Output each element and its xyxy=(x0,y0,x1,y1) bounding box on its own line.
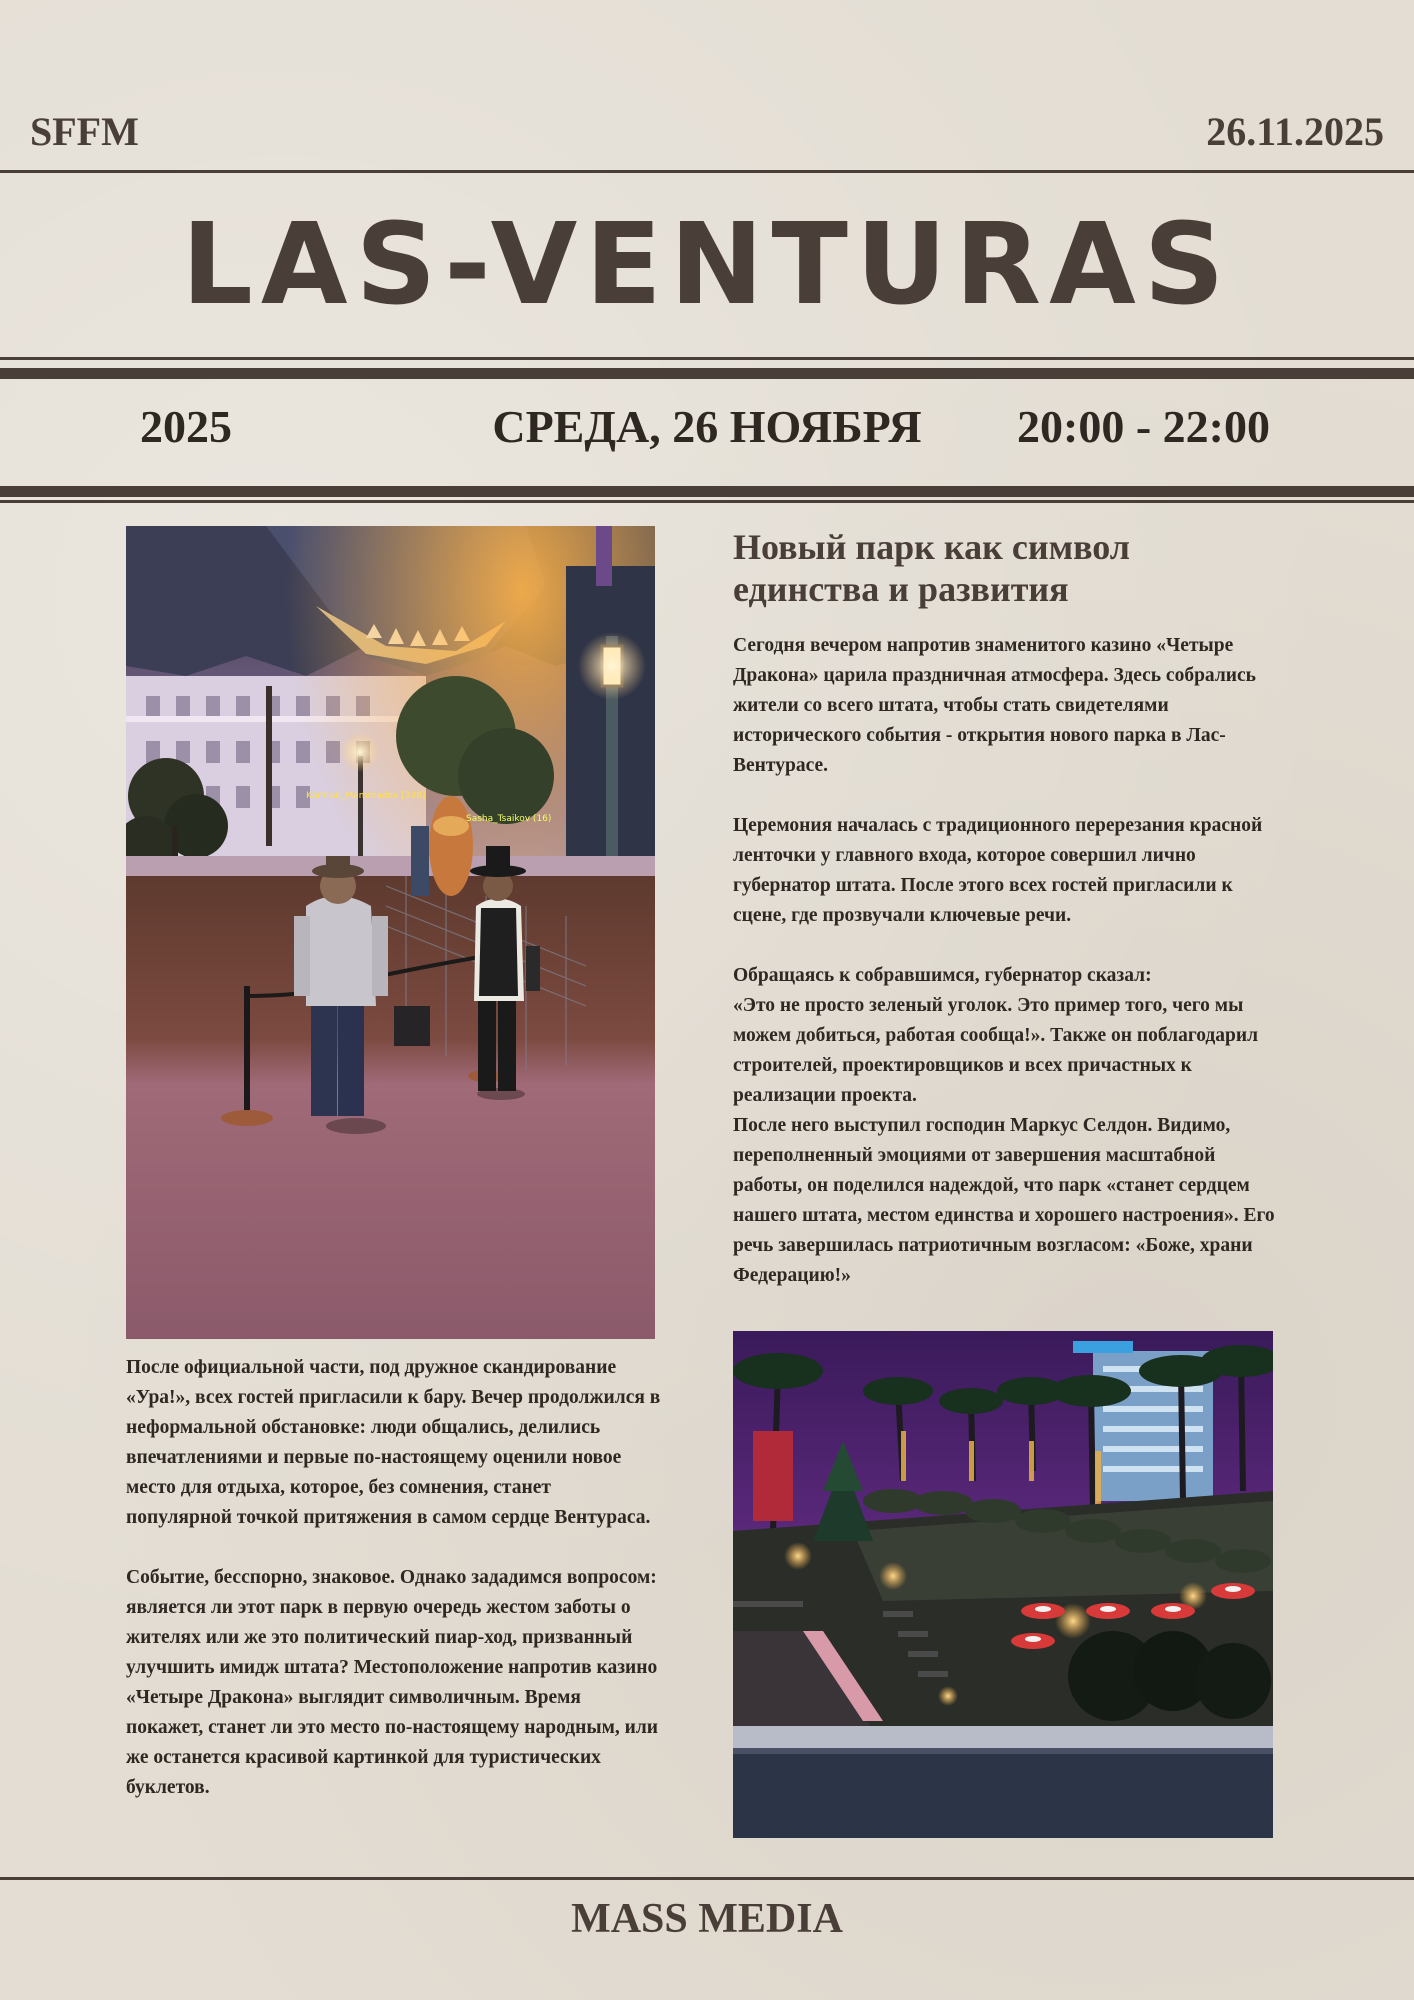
article-paragraph: После него выступил господин Маркус Селдон. Видимо, переполненный эмоциями от завершения масштабной работы, он поделился надеждой, что парк «станет сердцем нашего штата, местом единства и хорошего настроения». Его речь завершилась патриотичным возгласом: «Боже, храни Федерацию!» xyxy=(733,1115,1275,1286)
footer-label: MASS MEDIA xyxy=(571,1896,843,1942)
masthead-title: LAS-VENTURAS xyxy=(181,200,1233,330)
article-paragraph: После официальной части, под дружное скандирование «Ура!», всех гостей пригласили к бару. Вечер продолжился в неформальной обстановке: люди общались, делились впечатлениями и первые по-настоящему оценили новое место для отдыха, которое, без сомнения, станет популярной точкой притяжения в самом сердце Вентураса. xyxy=(126,1357,661,1528)
photo-nametag-2: Sasha_Tsaikov (16) xyxy=(466,814,552,824)
dateline-day: СРЕДА, 26 НОЯБРЯ xyxy=(492,401,922,452)
article-paragraph: Событие, бесспорно, знаковое. Однако зададимся вопросом: является ли этот парк в первую очередь жестом заботы о жителях или же это политический пиар-ход, призванный улучшить имидж штата? Местоположение напротив казино «Четыре Дракона» выглядит символичным. Время покажет, станет ли это место по-настоящему народным, или же останется красивой картинкой для туристических буклетов. xyxy=(126,1567,659,1798)
photo-nametag-1: Kamran_Mammadov [338] xyxy=(306,791,426,801)
article-quote: «Это не просто зеленый уголок. Это пример того, чего мы можем добиться, работая сообща!». Также он поблагодарил строителей, проектировщиков и всех причастных к реализации проекта. xyxy=(733,995,1259,1106)
article-left-column xyxy=(126,1353,661,1803)
publisher-label: SFFM xyxy=(30,109,139,154)
article-paragraph: Сегодня вечером напротив знаменитого казино «Четыре Дракона» царила праздничная атмосфера. Здесь собрались жители со всего штата, чтобы стать свидетелями исторического события - открытия нового парка в Лас-Вентурасе. xyxy=(733,635,1256,776)
dateline-year: 2025 xyxy=(140,401,232,452)
dateline-rule-thick xyxy=(0,486,1414,497)
masthead-rule-thick xyxy=(0,368,1414,379)
dateline-rule-thin xyxy=(0,500,1414,503)
article-right-column xyxy=(733,631,1278,1291)
ceremony-photo xyxy=(126,526,655,1339)
article-paragraph: Обращаясь к собравшимся, губернатор сказал: xyxy=(733,965,1152,986)
issue-date: 26.11.2025 xyxy=(1206,109,1384,154)
footer-rule xyxy=(0,1877,1414,1880)
article-paragraph: Церемония началась с традиционного перерезания красной ленточки у главного входа, которое совершил лично губернатор штата. После этого всех гостей пригласили к сцене, где прозвучали ключевые речи. xyxy=(733,815,1263,926)
article-headline: Новый парк как символ единства и развития xyxy=(733,527,1131,609)
masthead-rule-thin xyxy=(0,357,1414,360)
header-rule xyxy=(0,170,1414,173)
park-photo xyxy=(733,1331,1273,1838)
dateline-time: 20:00 - 22:00 xyxy=(1017,401,1270,452)
